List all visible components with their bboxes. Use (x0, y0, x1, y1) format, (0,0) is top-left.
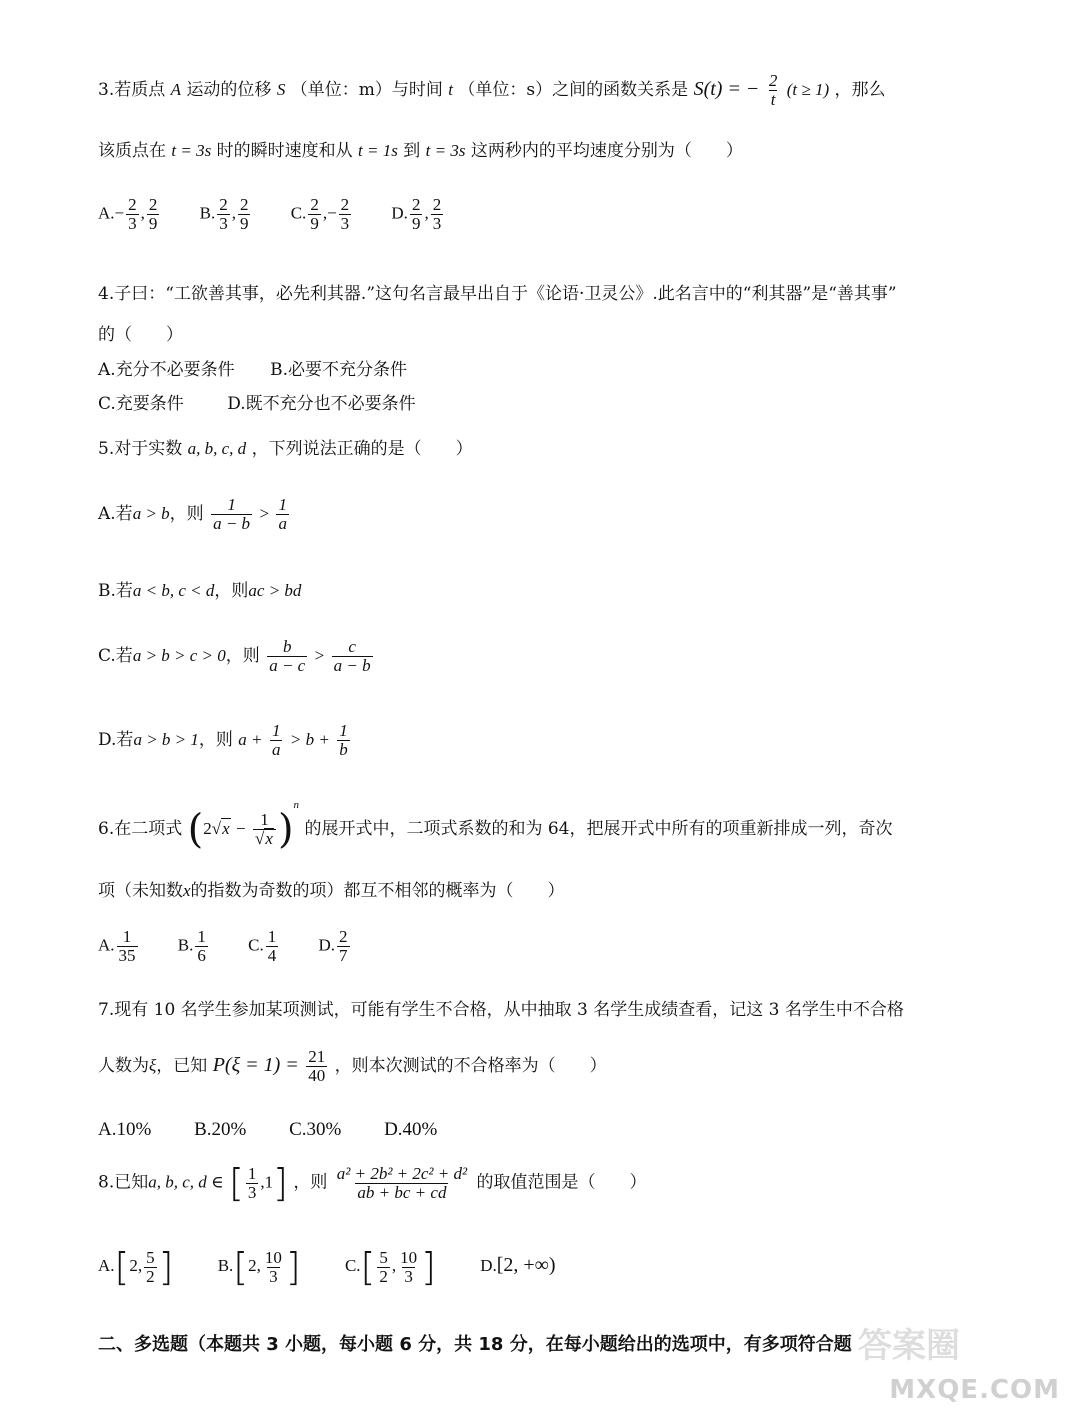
q6-option-c[interactable]: C. $\frac{1}{4}$ (248, 927, 277, 965)
q8-option-b[interactable]: B.[2, $\frac{10}{3}$ ] (217, 1245, 301, 1289)
q3-option-c[interactable]: C. $\frac{2}{9}$ ,− $\frac{2}{3}$ (290, 195, 350, 233)
right-paren: ) (277, 806, 294, 853)
q5-option-c[interactable]: C.若a > b > c > 0，则 $\frac{b}{a - c}$ > $\frac{c}{a - b}$ (98, 637, 371, 675)
watermark-logo: 答案圈 (858, 1326, 960, 1366)
q5-stem: 5.对于实数 a, b, c, d ，下列说法正确的是（ ） (98, 439, 473, 459)
q8-option-a[interactable]: A.[2, $\frac{5}{2}$ ] (98, 1245, 174, 1289)
q3-fraction: $\frac{2}{t}$ (768, 71, 778, 109)
q8-option-d[interactable]: D.[2, +∞) (480, 1253, 556, 1276)
q4-options-row2 (98, 396, 450, 413)
q8-option-c[interactable]: C.[ $\frac{5}{2}$ , $\frac{10}{3}$ ] (344, 1245, 436, 1289)
q4-line1: 4.子曰：“工欲善其事，必先利其器.”这句名言最早出自于《论语·卫灵公》.此名言中的“利其器”是“善其事” (98, 284, 897, 304)
q8-stem: 8.已知a, b, c, d ∈ [ $\frac{1}{3}$ ,1] ，则 $\frac{\text{a² + 2b² + 2c² + d²}}{ab + bc + cd}$ 的取值范围是（ ） (98, 1161, 647, 1205)
q4-option-b[interactable]: B.必要不充分条件 (270, 360, 407, 380)
q4-options-row1 (98, 362, 441, 379)
q4-option-a[interactable]: A.充分不必要条件 (98, 360, 235, 380)
q3-option-a[interactable]: A.− $\frac{2}{3}$ , $\frac{2}{9}$ (98, 195, 158, 233)
q3-option-d[interactable]: D. $\frac{2}{9}$ , $\frac{2}{3}$ (391, 195, 442, 233)
left-paren: ( (187, 806, 204, 853)
q6-option-b[interactable]: B. $\frac{1}{6}$ (177, 927, 206, 965)
section-2-heading: 二、多选题（本题共 3 小题，每小题 6 分，共 18 分，在每小题给出的选项中，有多项符合题 (98, 1334, 852, 1355)
q4-option-d[interactable]: D.既不充分也不必要条件 (227, 394, 416, 414)
q7-option-a[interactable]: A.10% (98, 1119, 152, 1140)
q6-options (98, 928, 386, 965)
q6-option-d[interactable]: D. $\frac{2}{7}$ (318, 927, 348, 965)
q7-line1: 7.现有 10 名学生参加某项测试，可能有学生不合格，从中抽取 3 名学生成绩查看，记这 3 名学生中不合格 (98, 1000, 904, 1020)
q5-option-b[interactable]: B.若a < b, c < d，则ac > bd (98, 581, 302, 601)
q7-option-d[interactable]: D.40% (384, 1119, 438, 1140)
q7-option-b[interactable]: B.20% (194, 1119, 247, 1140)
q7-option-c[interactable]: C.30% (289, 1119, 342, 1140)
q6-line1: 6.在二项式 (2√x − $\frac{1}{√x}$ )$^n$ 的展开式中，二项式系数的和为 64，把展开式中所有的项重新排成一列，奇次 (98, 799, 893, 853)
q6-option-a[interactable]: A. $\frac{1}{35}$ (98, 927, 136, 965)
watermark: MXQE.COM (889, 1375, 1060, 1405)
q4-line2: 的（ ） (98, 325, 183, 345)
q4-option-c[interactable]: C.充要条件 (98, 394, 184, 414)
q6-line2: 项（未知数x的指数为奇数的项）都互不相邻的概率为（ ） (98, 881, 565, 901)
q3-options (98, 196, 479, 233)
q8-options (98, 1245, 590, 1289)
q7-options (98, 1120, 471, 1139)
q3-option-b[interactable]: B. $\frac{2}{3}$ , $\frac{2}{9}$ (199, 195, 249, 233)
q3-line2: 该质点在 t = 3s 时的瞬时速度和从 t = 1s 到 t = 3s 这两秒内的平均速度分别为（ ） (98, 141, 743, 161)
q5-option-a[interactable]: A.若a > b，则 $\frac{1}{a - b}$ > $\frac{1}{a}$ (98, 495, 287, 533)
q7-line2: 人数为ξ，已知 P(ξ = 1) = $\frac{21}{40}$ ，则本次测试的不合格率为（ ） (98, 1047, 607, 1085)
q3-line1: 3.若质点 A 运动的位移 S （单位：m）与时间 t （单位：s）之间的函数关系是 S(t) = − $\frac{2}{t}$ (t ≥ 1) ，那么 (98, 71, 886, 109)
q5-option-d[interactable]: D.若a > b > 1，则 a + $\frac{1}{a}$ > b + $\frac{1}{b}$ (98, 721, 348, 759)
